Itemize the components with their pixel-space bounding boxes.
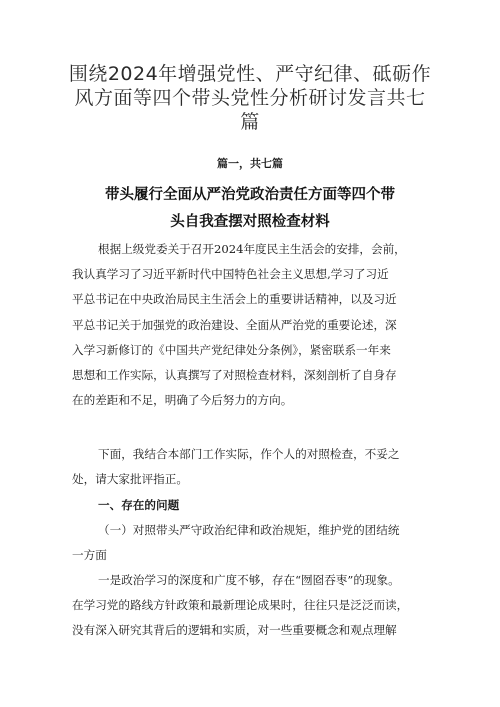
text-line: 入学习新修订的《中国共产党纪律处分条例》，紧密联系一年来 (72, 342, 391, 357)
section-title-line: 带头履行全面从严治党政治责任方面等四个带 (105, 187, 395, 203)
text-line: 思想和工作实际，认真撰写了对照检查材料，深刻剖析了自身存 (72, 368, 397, 383)
paragraph-point-1 (72, 568, 434, 644)
text-line: （一）对照带头严守政治纪律和政治规矩，维护党的团结统 (98, 523, 400, 537)
section-title-line: 头自我查摆对照检查材料 (170, 214, 330, 230)
text-line: 我认真学习了习近平新时代中国特色社会主义思想,学习了习近 (72, 267, 389, 282)
article-number: 篇一，共七篇 (217, 157, 283, 170)
text-line: 根据上级党委关于召开2024年度民主生活会的安排，会前， (98, 242, 406, 256)
text-line: 一是政治学习的深度和广度不够，存在“囫囵吞枣”的现象。 (98, 573, 400, 587)
paragraph-intro (72, 237, 434, 413)
text-line: 在的差距和不足，明确了今后努力的方向。 (72, 393, 293, 408)
heading-problems: 一、存在的问题 (98, 498, 180, 512)
text-line: 下面，我结合本部门工作实际，作个人的对照检查，不妥之 (98, 447, 400, 461)
title-line: 围绕2024年增强党性、严守纪律、砥砺作 (68, 63, 432, 85)
title-line: 风方面等四个带头党性分析研讨发言共七 (74, 87, 426, 109)
text-line: 没有深入研究其背后的逻辑和实质，对一些重要概念和观点理解 (72, 623, 397, 638)
paragraph-subsection-1 (72, 518, 434, 568)
text-line: 平总书记在中央政治局民主生活会上的重要讲话精神，以及习近 (72, 292, 397, 307)
document-title (60, 62, 440, 134)
text-line: 在学习党的路线方针政策和最新理论成果时，往往只是泛泛而读， (72, 598, 409, 613)
title-line: 篇 (240, 111, 260, 133)
text-line: 处，请大家批评指正。 (72, 472, 188, 487)
text-line: 平总书记关于加强党的政治建设、全面从严治党的重要论述，深 (72, 317, 397, 332)
text-line: 一方面 (72, 548, 107, 563)
paragraph-transition (72, 442, 434, 492)
section-title (70, 182, 430, 236)
